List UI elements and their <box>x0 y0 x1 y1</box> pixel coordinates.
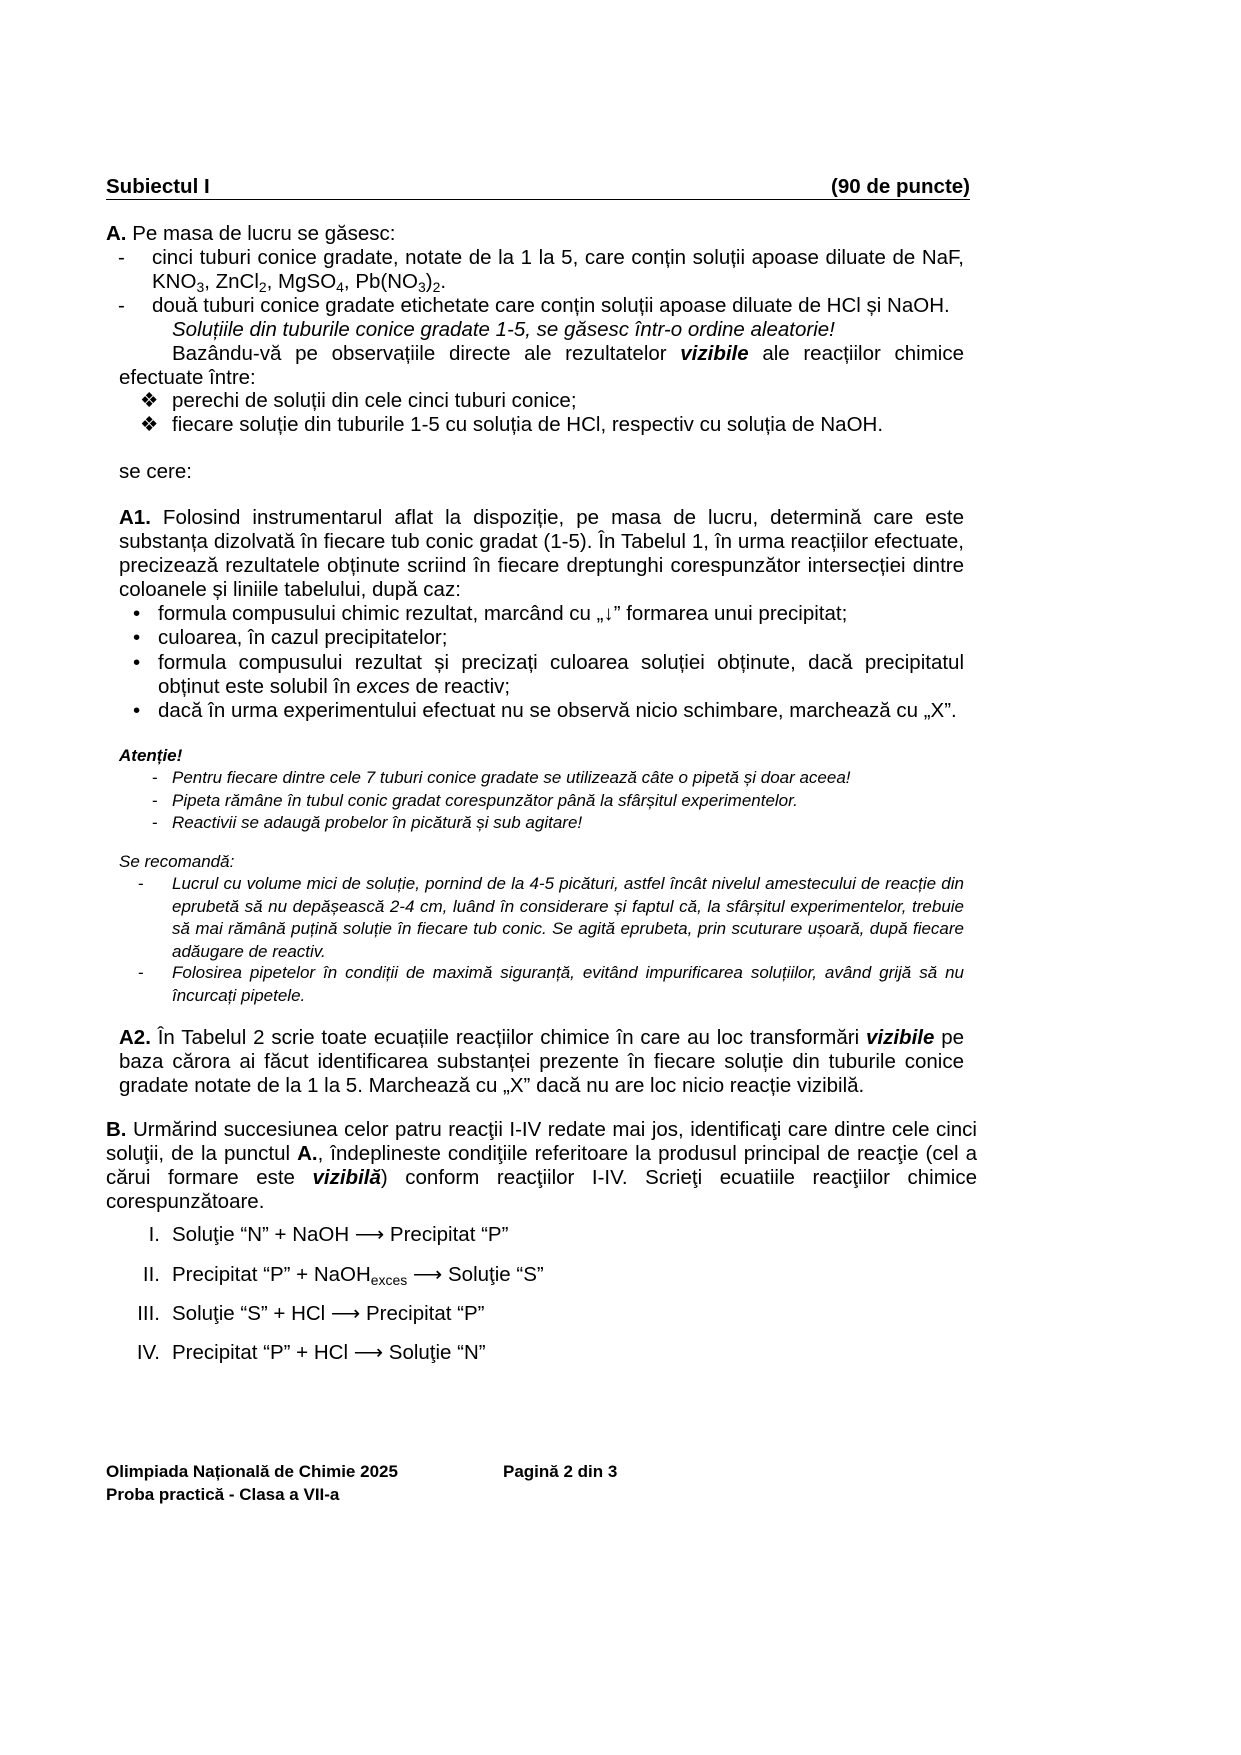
text-run: Soluţie “S” + HCl ⟶ Precipitat “P” <box>172 1302 485 1325</box>
dash-marker: - <box>118 294 125 317</box>
text-run: Pipeta rămâne în tubul conic gradat corespunzător până la sfârșitul experimentelor. <box>172 791 798 810</box>
text-run: . <box>440 270 447 293</box>
subscript: 2 <box>432 278 441 295</box>
dash-item <box>118 246 964 295</box>
reaction-equation <box>137 1302 772 1326</box>
footer-class: Proba practică - Clasa a VII-a <box>106 1485 340 1504</box>
footer-olympiad: Olimpiada Națională de Chimie 2025 <box>106 1462 398 1481</box>
text-run: , Pb(NO <box>343 270 418 293</box>
bullet-item <box>140 413 962 437</box>
subscript: 4 <box>336 278 344 295</box>
emphasis-text: vizibile <box>680 342 749 365</box>
dash-item <box>152 767 972 790</box>
paragraph <box>172 318 972 342</box>
text-run: două tuburi conice gradate etichetate care conțin soluții apoase diluate de HCl și NaOH. <box>152 294 950 317</box>
text-run: , MgSO <box>266 270 337 293</box>
text-run: Soluţie “N” + NaOH ⟶ Precipitat “P” <box>172 1223 509 1246</box>
text-run: Lucrul cu volume mici de soluție, pornind de la 4-5 picături, astfel încât nivelul amestecului de reacție din eprubetă să nu depășească 2-4 cm, luând în considerare și faptul că, la sfârșitul experimentelor, trebuie să mai rămână puțină soluție în fiecare tub conic. Se agită eprubeta, prin scuturare ușoară, după fiecare adăugare de reactiv. <box>172 874 964 961</box>
page-number: Pagină 2 din 3 <box>503 1462 618 1481</box>
section-points: (90 de puncte) <box>831 175 970 198</box>
text-run: dacă în urma experimentului efectuat nu se observă nicio schimbare, marchează cu „X”. <box>158 699 957 722</box>
dash-marker: - <box>138 874 144 893</box>
dash-item <box>152 812 972 835</box>
subscript: exces <box>370 1271 408 1288</box>
text-run: perechi de soluții din cele cinci tuburi conice; <box>172 389 577 412</box>
paragraph <box>106 222 976 246</box>
bullet-item <box>133 626 964 650</box>
text-run: ) conform reacţiilor I-IV. Scrieţi ecuatiile reacţiilor chimice corespunzătoare. <box>106 1166 977 1213</box>
dash-marker: - <box>152 813 158 832</box>
text-run: Reactivii se adaugă probelor în picătură și sub agitare! <box>172 813 583 832</box>
text-run: Precipitat “P” + HCl ⟶ Soluţie “N” <box>172 1341 486 1364</box>
text-run: ⟶ Soluţie “S” <box>407 1263 544 1286</box>
text-run: cinci tuburi conice gradate, notate de la 1 la 5, care conțin soluții apoase diluate de NaF, KNO <box>152 246 964 293</box>
text-run: , ZnCl <box>204 270 259 293</box>
dash-item <box>138 962 964 1007</box>
roman-numeral: IV. <box>136 1341 160 1364</box>
text-run: se cere: <box>119 460 192 483</box>
dash-item <box>118 294 964 318</box>
bullet-item <box>133 651 964 699</box>
dash-marker: - <box>138 963 144 982</box>
bold-label: A1. <box>119 506 151 529</box>
text-run: exces <box>356 675 410 698</box>
bullet-icon: • <box>133 699 141 722</box>
reaction-equation <box>148 1223 772 1247</box>
page-footer <box>106 1460 618 1506</box>
subscript: 3 <box>196 278 205 295</box>
text-run: Bazându-vă pe observațiile directe ale rezultatelor <box>172 342 681 365</box>
bold-label: A2. <box>119 1026 151 1049</box>
text-run: ) <box>425 270 433 293</box>
paragraph <box>119 342 964 390</box>
reaction-equation <box>136 1341 772 1365</box>
roman-numeral: III. <box>137 1302 160 1325</box>
diamond-bullet-icon: ❖ <box>140 413 159 436</box>
bullet-item <box>133 699 964 723</box>
text-run: În Tabelul 2 scrie toate ecuațiile reacțiilor chimice în care au loc transformări <box>150 1026 866 1049</box>
paragraph <box>119 745 419 768</box>
dash-marker: - <box>118 246 125 269</box>
text-run: pe baza cărora ai făcut identificarea substanței prezente în fiecare soluție din tuburile conice gradate notate de la 1 la 5. Marchează cu „X” dacă nu are loc nicio reacție vizibilă. <box>119 1026 964 1097</box>
text-run: Pe masa de lucru se găsesc: <box>126 222 396 245</box>
dash-item <box>152 790 972 813</box>
text-run: Pentru fiecare dintre cele 7 tuburi conice gradate se utilizează câte o pipetă și doar aceea! <box>172 768 851 787</box>
section-title: Subiectul I <box>106 175 210 198</box>
text-run: de reactiv; <box>409 675 511 698</box>
dash-marker: - <box>152 768 158 787</box>
subscript: 3 <box>417 278 426 295</box>
text-run: formula compusului chimic rezultat, marcând cu „↓” formarea unui precipitat; <box>158 602 848 625</box>
text-run: Soluțiile din tuburile conice gradate 1-5, se găsesc într-o ordine aleatorie! <box>172 318 835 341</box>
bullet-icon: • <box>133 602 141 625</box>
bullet-item <box>140 389 962 413</box>
text-run: culoarea, în cazul precipitatelor; <box>158 626 448 649</box>
bold-label: A. <box>297 1142 318 1165</box>
section-header <box>106 175 970 200</box>
paragraph <box>106 1118 977 1214</box>
bold-label: B. <box>106 1118 127 1141</box>
paragraph <box>119 851 419 874</box>
bold-label: A. <box>106 222 127 245</box>
bullet-icon: • <box>133 651 141 674</box>
reaction-equation <box>142 1263 772 1288</box>
text-run: Folosirea pipetelor în condiții de maximă siguranță, evitând impurificarea soluțiilor, având grijă să nu încurcați pipetele. <box>172 963 964 1005</box>
dash-item <box>138 873 964 963</box>
subscript: 2 <box>258 278 267 295</box>
dash-marker: - <box>152 791 158 810</box>
text-run: , îndeplineste condiţiile referitoare la produsul principal de reacţie (cel a cărui formare este <box>106 1142 977 1189</box>
text-run: Urmărind succesiunea celor patru reacţii I-IV redate mai jos, identificaţi care dintre cele cinci soluţii, de la punctul <box>106 1118 977 1165</box>
paragraph <box>119 506 964 602</box>
bullet-icon: • <box>133 626 141 649</box>
text-run: Folosind instrumentarul aflat la dispoziție, pe masa de lucru, determină care este substanța dizolvată în fiecare tub conic gradat (1-5). În Tabelul 1, în urma reacțiilor efectuate, precizează rezultatele obținute scriind în fiecare dreptunghi corespunzător intersecției dintre coloanele și liniile tabelului, după caz: <box>119 506 964 601</box>
bullet-item <box>133 602 964 626</box>
text-run: Precipitat “P” + NaOH <box>172 1263 371 1286</box>
text-run: Se recomandă: <box>119 852 235 871</box>
text-run: ale reacțiilor chimice efectuate între: <box>119 342 964 389</box>
emphasis-text: vizibile <box>866 1026 935 1049</box>
diamond-bullet-icon: ❖ <box>140 389 159 412</box>
roman-numeral: I. <box>148 1223 160 1246</box>
emphasis-text: vizibilă <box>312 1166 381 1189</box>
paragraph <box>119 1026 964 1098</box>
text-run: formula compusului rezultat și precizați culoarea soluției obținute, dacă precipitatul obținut este solubil în <box>158 651 964 698</box>
emphasis-text: Atenție! <box>119 746 183 765</box>
text-run: fiecare soluție din tuburile 1-5 cu soluția de HCl, respectiv cu soluția de NaOH. <box>172 413 884 436</box>
paragraph <box>119 460 519 484</box>
roman-numeral: II. <box>142 1263 160 1286</box>
